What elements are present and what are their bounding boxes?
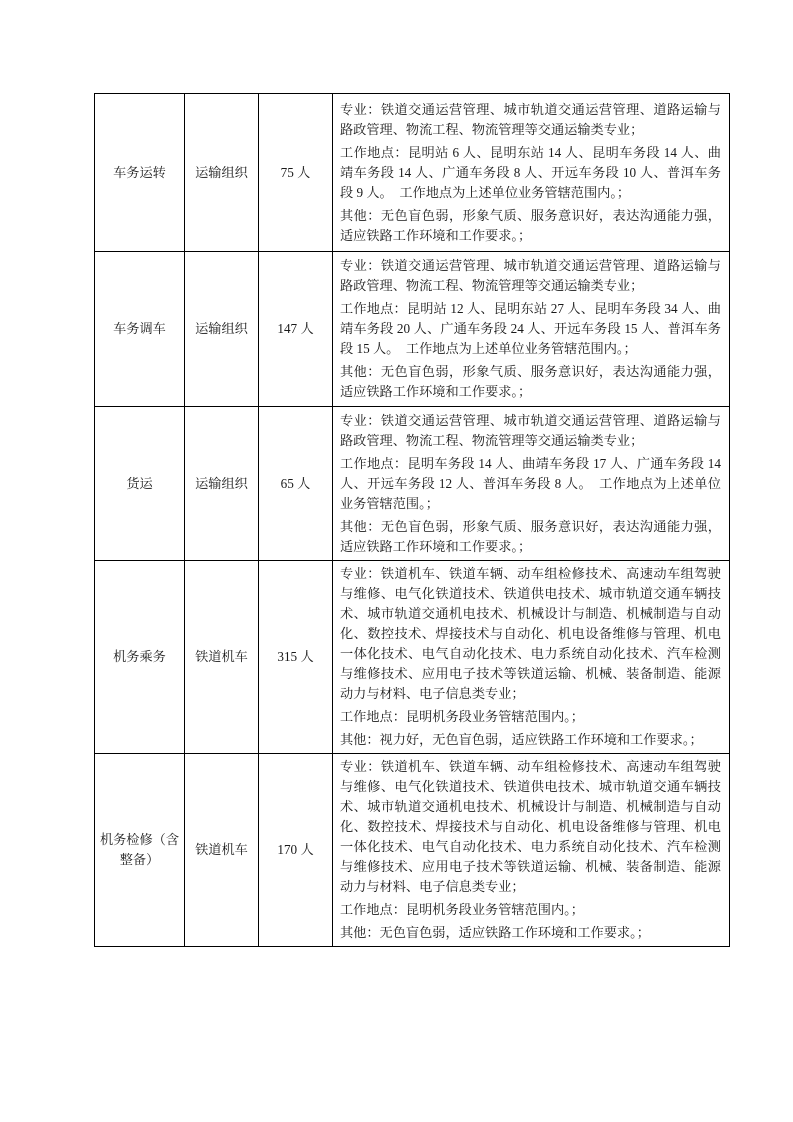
other-paragraph: 其他：无色盲色弱，形象气质、服务意识好，表达沟通能力强，适应铁路工作环境和工作要求。； <box>340 207 721 243</box>
position-cell: 车务运转 <box>95 94 185 252</box>
recruitment-table <box>94 93 730 947</box>
count-cell: 75 人 <box>259 94 333 252</box>
details-cell <box>333 252 730 407</box>
position-cell: 车务调车 <box>95 252 185 407</box>
details-cell <box>333 754 730 947</box>
table-row <box>95 252 730 407</box>
location-paragraph: 工作地点：昆明站 12 人、昆明东站 27 人、昆明车务段 34 人、曲靖车务段 20 人、广通车务段 24 人、开远车务段 15 人、普洱车务段 15 人。 工作地点为上述单位业务管辖范围内。； <box>340 301 721 356</box>
major-paragraph: 专业：铁道交通运营管理、城市轨道交通运营管理、道路运输与路政管理、物流工程、物流管理等交通运输类专业； <box>340 412 721 448</box>
category-cell: 运输组织 <box>185 252 259 407</box>
count-cell: 315 人 <box>259 561 333 754</box>
category-cell: 运输组织 <box>185 407 259 561</box>
table-row <box>95 407 730 561</box>
other-paragraph: 其他：视力好，无色盲色弱，适应铁路工作环境和工作要求。； <box>340 732 703 747</box>
location-paragraph: 工作地点：昆明机务段业务管辖范围内。； <box>340 709 584 724</box>
category-cell: 铁道机车 <box>185 754 259 947</box>
table-row <box>95 754 730 947</box>
location-paragraph: 工作地点：昆明站 6 人、昆明东站 14 人、昆明车务段 14 人、曲靖车务段 14 人、广通车务段 8 人、开远车务段 10 人、普洱车务段 9 人。 工作地点为上述单位业务管辖范围内。； <box>340 144 721 200</box>
location-paragraph: 工作地点：昆明机务段业务管辖范围内。； <box>340 902 584 917</box>
major-paragraph: 专业：铁道交通运营管理、城市轨道交通运营管理、道路运输与路政管理、物流工程、物流管理等交通运输类专业； <box>340 101 721 137</box>
table-row <box>95 561 730 754</box>
table-row <box>95 94 730 252</box>
details-cell <box>333 407 730 561</box>
category-cell: 运输组织 <box>185 94 259 252</box>
count-cell: 147 人 <box>259 252 333 407</box>
other-paragraph: 其他：无色盲色弱，适应铁路工作环境和工作要求。； <box>340 925 650 940</box>
major-paragraph: 专业：铁道机车、铁道车辆、动车组检修技术、高速动车组驾驶与维修、电气化铁道技术、铁道供电技术、城市轨道交通车辆技术、城市轨道交通机电技术、机械设计与制造、机械制造与自动化、数控技术、焊接技术与自动化、机电设备维修与管理、机电一体化技术、电气自动化技术、电力系统自动化技术、汽车检测与维修技术、应用电子技术等铁道运输、机械、装备制造、能源动力与材料、电子信息类专业； <box>340 566 721 701</box>
other-paragraph: 其他：无色盲色弱，形象气质、服务意识好，表达沟通能力强，适应铁路工作环境和工作要求。； <box>340 364 721 399</box>
count-cell: 170 人 <box>259 754 333 947</box>
position-cell: 机务检修（含整备） <box>95 754 185 947</box>
count-cell: 65 人 <box>259 407 333 561</box>
major-paragraph: 专业：铁道机车、铁道车辆、动车组检修技术、高速动车组驾驶与维修、电气化铁道技术、铁道供电技术、城市轨道交通车辆技术、城市轨道交通机电技术、机械设计与制造、机械制造与自动化、数控技术、焊接技术与自动化、机电设备维修与管理、机电一体化技术、电气自动化技术、电力系统自动化技术、汽车检测与维修技术、应用电子技术等铁道运输、机械、装备制造、能源动力与材料、电子信息类专业； <box>340 759 721 894</box>
position-cell: 机务乘务 <box>95 561 185 754</box>
position-cell: 货运 <box>95 407 185 561</box>
details-cell <box>333 94 730 252</box>
category-cell: 铁道机车 <box>185 561 259 754</box>
details-cell <box>333 561 730 754</box>
major-paragraph: 专业：铁道交通运营管理、城市轨道交通运营管理、道路运输与路政管理、物流工程、物流管理等交通运输类专业； <box>340 258 721 293</box>
location-paragraph: 工作地点：昆明车务段 14 人、曲靖车务段 17 人、广通车务段 14 人、开远车务段 12 人、普洱车务段 8 人。 工作地点为上述单位业务管辖范围。； <box>340 455 721 511</box>
other-paragraph: 其他：无色盲色弱，形象气质、服务意识好，表达沟通能力强，适应铁路工作环境和工作要求。； <box>340 518 721 554</box>
